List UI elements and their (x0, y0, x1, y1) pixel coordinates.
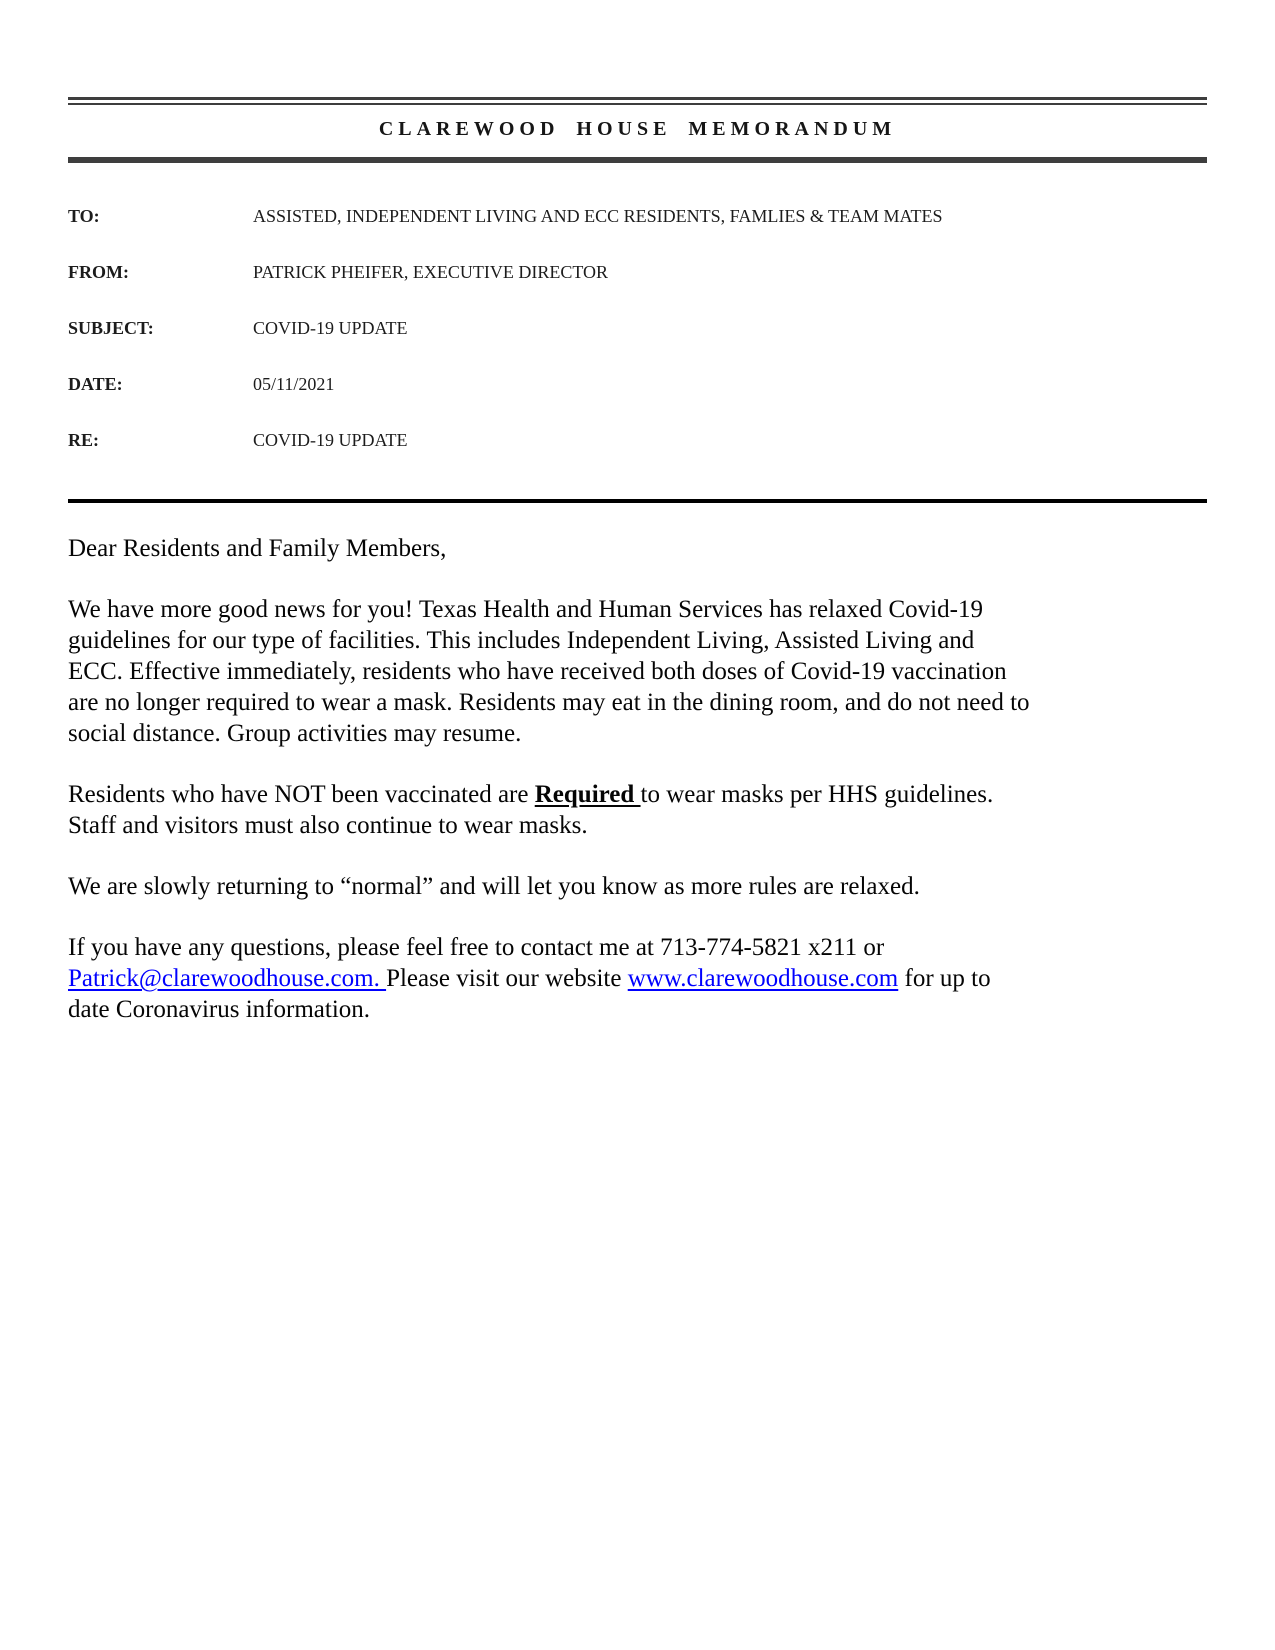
field-value: 05/11/2021 (253, 374, 335, 394)
text-run: for up to (898, 965, 991, 992)
text-run: Please visit our website (386, 965, 628, 992)
text-run: social distance. Group activities may resume. (68, 720, 522, 747)
paragraph-line (68, 718, 1207, 749)
field-label: SUBJECT: (68, 318, 154, 338)
text-run: Staff and visitors must also continue to wear masks. (68, 812, 588, 839)
paragraph (68, 932, 1207, 1025)
text-run: to wear masks per HHS guidelines. (640, 781, 994, 808)
paragraph-line (68, 871, 1207, 902)
section-divider-rule (68, 499, 1207, 503)
text-run: Residents who have NOT been vaccinated are (68, 781, 535, 808)
field-row-re (68, 429, 1207, 452)
website-link[interactable]: www.clarewoodhouse.com (627, 965, 899, 992)
memo-body (68, 533, 1207, 1025)
memo-title: CLAREWOOD HOUSE MEMORANDUM (378, 118, 897, 140)
memo-header (68, 97, 1207, 163)
text-run: are no longer required to wear a mask. Residents may eat in the dining room, and do not need to (68, 689, 1030, 716)
paragraph-line (68, 779, 1207, 810)
paragraph-line (68, 810, 1207, 841)
paragraph-line (68, 932, 1207, 963)
field-label: DATE: (68, 374, 123, 394)
header-bottom-rule (68, 157, 1207, 163)
paragraph-line (68, 594, 1207, 625)
paragraph-line (68, 994, 1207, 1025)
field-value: PATRICK PHEIFER, EXECUTIVE DIRECTOR (253, 262, 609, 282)
paragraph (68, 871, 1207, 902)
field-value: COVID-19 UPDATE (253, 430, 408, 450)
text-run: We are slowly returning to “normal” and will let you know as more rules are relaxed. (68, 873, 920, 900)
text-run: date Coronavirus information. (68, 996, 371, 1023)
paragraph-line (68, 963, 1207, 994)
field-row-from (68, 261, 1207, 284)
field-label: RE: (68, 430, 99, 450)
field-row-subject (68, 317, 1207, 340)
text-run: We have more good news for you! Texas Health and Human Services has relaxed Covid-19 (68, 596, 983, 623)
paragraph-line (68, 687, 1207, 718)
paragraph (68, 779, 1207, 841)
text-run: If you have any questions, please feel free to contact me at 713-774-5821 x211 or (68, 934, 885, 961)
field-row-to (68, 205, 1207, 228)
field-value: ASSISTED, INDEPENDENT LIVING AND ECC RESIDENTS, FAMLIES & TEAM MATES (253, 206, 943, 226)
paragraph-line (68, 625, 1207, 656)
required-emphasis: Required (534, 781, 641, 808)
field-row-date (68, 373, 1207, 396)
field-label: TO: (68, 206, 100, 226)
greeting: Dear Residents and Family Members, (68, 535, 447, 562)
text-run: ECC. Effective immediately, residents who have received both doses of Covid-19 vaccination (68, 658, 1007, 685)
paragraph (68, 594, 1207, 749)
paragraph-line (68, 656, 1207, 687)
field-label: FROM: (68, 262, 129, 282)
email-link[interactable]: Patrick@clarewoodhouse.com. (68, 965, 387, 992)
field-value: COVID-19 UPDATE (253, 318, 408, 338)
memo-fields (68, 205, 1207, 452)
text-run: guidelines for our type of facilities. This includes Independent Living, Assisted Living and (68, 627, 975, 654)
